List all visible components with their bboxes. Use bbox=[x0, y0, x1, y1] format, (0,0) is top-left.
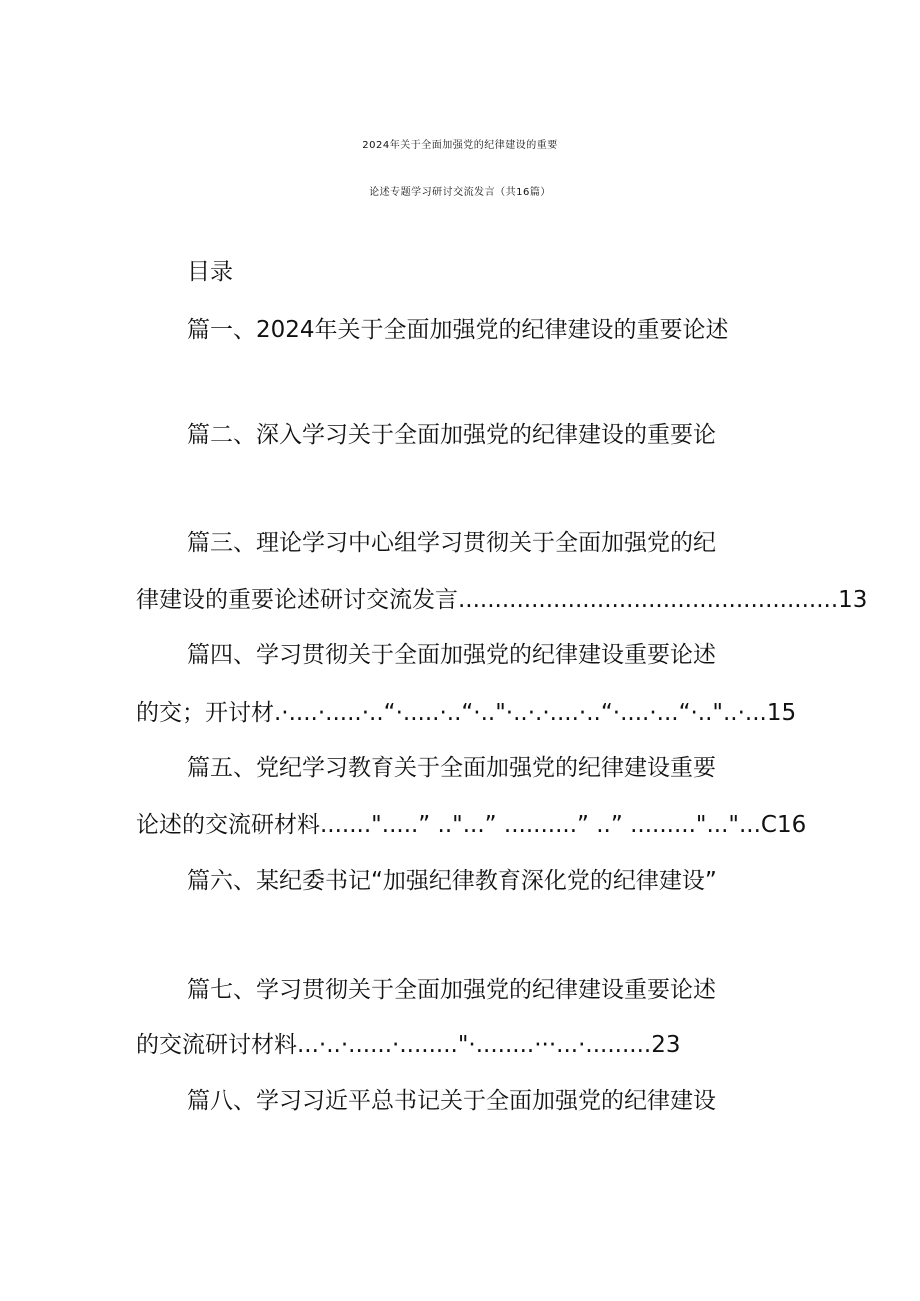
toc-entry-4-continuation[interactable]: 的交；开讨材.·....·.....·..“·.....·..“·.."·..·.·....·..“·....·...“·.."..·...15 bbox=[136, 700, 797, 726]
toc-heading: 目录 bbox=[187, 259, 233, 285]
toc-entry-3-continuation[interactable]: 律建设的重要论述研讨交流发言....................................................13 bbox=[136, 587, 868, 613]
toc-entry-2[interactable]: 篇二、深入学习关于全面加强党的纪律建设的重要论 bbox=[187, 422, 716, 448]
toc-entry-3[interactable]: 篇三、理论学习中心组学习贯彻关于全面加强党的纪 bbox=[187, 530, 716, 556]
toc-entry-1[interactable]: 篇一、2024年关于全面加强党的纪律建设的重要论述 bbox=[187, 317, 729, 343]
toc-entry-5-continuation[interactable]: 论述的交流研材料.......".....” .."...” ..........” ..” ........."..."...C16 bbox=[136, 812, 807, 838]
toc-entry-7-continuation[interactable]: 的交流研讨材料...·..·......·........"·........···...·.........23 bbox=[136, 1032, 681, 1058]
toc-entry-6[interactable]: 篇六、某纪委书记“加强纪律教育深化党的纪律建设” bbox=[187, 868, 717, 894]
document-title-line-1: 2024年关于全面加强党的纪律建设的重要 bbox=[362, 140, 558, 151]
toc-entry-5[interactable]: 篇五、党纪学习教育关于全面加强党的纪律建设重要 bbox=[187, 755, 716, 781]
document-title-line-2: 论述专题学习研讨交流发言（共16篇） bbox=[369, 187, 551, 198]
toc-entry-8[interactable]: 篇八、学习习近平总书记关于全面加强党的纪律建设 bbox=[187, 1088, 716, 1114]
toc-entry-4[interactable]: 篇四、学习贯彻关于全面加强党的纪律建设重要论述 bbox=[187, 642, 716, 668]
toc-entry-7[interactable]: 篇七、学习贯彻关于全面加强党的纪律建设重要论述 bbox=[187, 977, 716, 1003]
